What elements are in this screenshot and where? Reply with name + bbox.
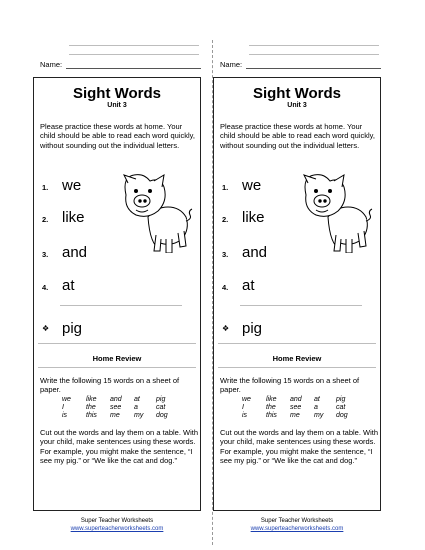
grid-word: is (242, 412, 248, 420)
divider (240, 305, 362, 306)
grid-word: at (314, 396, 320, 403)
divider (218, 343, 376, 344)
name-label: Name: (40, 60, 63, 69)
word-text: and (62, 244, 88, 261)
word-number: 3. (222, 250, 229, 259)
grid-word: a (314, 404, 318, 412)
word-text: at (62, 277, 75, 294)
word-text: like (242, 209, 265, 226)
intro-text: Please practice these words at home. Your child should be able to read each word quickly, without sounding out the individual letters. (40, 122, 195, 150)
grid-word: a (134, 404, 138, 412)
word-grid-row (242, 404, 362, 412)
grid-word: dog (156, 412, 168, 420)
grid-word: this (86, 412, 97, 420)
review-instructions: Write the following 15 words on a sheet of paper. (40, 376, 180, 395)
grid-word: pig (156, 396, 166, 403)
divider (38, 343, 196, 344)
word-grid (62, 396, 182, 421)
word-text: and (242, 244, 268, 261)
word-number: 1. (222, 183, 229, 192)
footer-url-link[interactable]: www.superteacherworksheets.com (70, 526, 164, 532)
grid-word: like (86, 396, 97, 403)
divider (38, 367, 196, 368)
word-grid (242, 396, 362, 421)
grid-word: see (290, 404, 302, 412)
divider (60, 305, 182, 306)
grid-word: the (266, 404, 276, 412)
footer-brand: Super Teacher Worksheets (80, 518, 154, 524)
name-field-line[interactable] (246, 68, 381, 69)
word-number: 3. (42, 250, 49, 259)
word-number: 1. (42, 183, 49, 192)
word-number: 2. (42, 215, 49, 224)
word-text: at (242, 277, 255, 294)
grid-word: is (62, 412, 68, 420)
word-text: pig (242, 320, 263, 337)
grid-word: me (110, 412, 120, 420)
grid-word: like (266, 396, 277, 403)
page-title: Sight Words (72, 85, 162, 102)
word-grid-row (62, 404, 182, 412)
word-text: like (62, 209, 85, 226)
word-text: we (242, 177, 262, 194)
word-grid-row (62, 396, 182, 404)
grid-word: the (86, 404, 96, 412)
grid-word: we (62, 396, 71, 403)
top-rule (249, 45, 379, 46)
unit-label: Unit 3 (287, 102, 307, 109)
footer-brand: Super Teacher Worksheets (260, 518, 334, 524)
pig-illustration (120, 173, 194, 253)
word-text: pig (62, 320, 83, 337)
word-grid-row (242, 412, 362, 420)
grid-word: see (110, 404, 122, 412)
intro-text: Please practice these words at home. Your child should be able to read each word quickly, without sounding out the individual letters. (220, 122, 375, 150)
diamond-bullet-icon: ❖ (222, 324, 230, 333)
divider (218, 367, 376, 368)
review-title: Home Review (92, 354, 142, 363)
review-title: Home Review (272, 354, 322, 363)
grid-word: pig (336, 396, 346, 403)
word-text: we (62, 177, 82, 194)
sight-words-card (33, 77, 201, 511)
name-label: Name: (220, 60, 243, 69)
grid-word: my (134, 412, 144, 420)
sight-words-card (213, 77, 381, 511)
review-sentence-instructions: Cut out the words and lay them on a table. With your child, make sentences using these words. For example, you might make the sentence, “I see my pig.” or “We like the cat and dog.” (40, 428, 199, 466)
grid-word: I (242, 404, 244, 412)
name-field-line[interactable] (66, 68, 201, 69)
page-title: Sight Words (252, 85, 342, 102)
grid-word: me (290, 412, 300, 420)
word-number: 4. (222, 283, 229, 292)
top-rule (69, 45, 199, 46)
footer-url-link[interactable]: www.superteacherworksheets.com (250, 526, 344, 532)
word-number: 2. (222, 215, 229, 224)
word-number: 4. (42, 283, 49, 292)
grid-word: we (242, 396, 251, 403)
word-grid-row (242, 396, 362, 404)
grid-word: cat (336, 404, 346, 412)
grid-word: my (314, 412, 324, 420)
grid-word: at (134, 396, 140, 403)
grid-word: and (290, 396, 302, 403)
word-grid-row (62, 412, 182, 420)
grid-word: and (110, 396, 122, 403)
top-rule (249, 54, 379, 55)
grid-word: I (62, 404, 64, 412)
pig-illustration (300, 173, 374, 253)
diamond-bullet-icon: ❖ (42, 324, 50, 333)
review-instructions: Write the following 15 words on a sheet of paper. (220, 376, 360, 395)
grid-word: cat (156, 404, 166, 412)
unit-label: Unit 3 (107, 102, 127, 109)
grid-word: this (266, 412, 277, 420)
top-rule (69, 54, 199, 55)
review-sentence-instructions: Cut out the words and lay them on a table. With your child, make sentences using these words. For example, you might make the sentence, “I see my pig.” or “We like the cat and dog.” (220, 428, 379, 466)
grid-word: dog (336, 412, 348, 420)
